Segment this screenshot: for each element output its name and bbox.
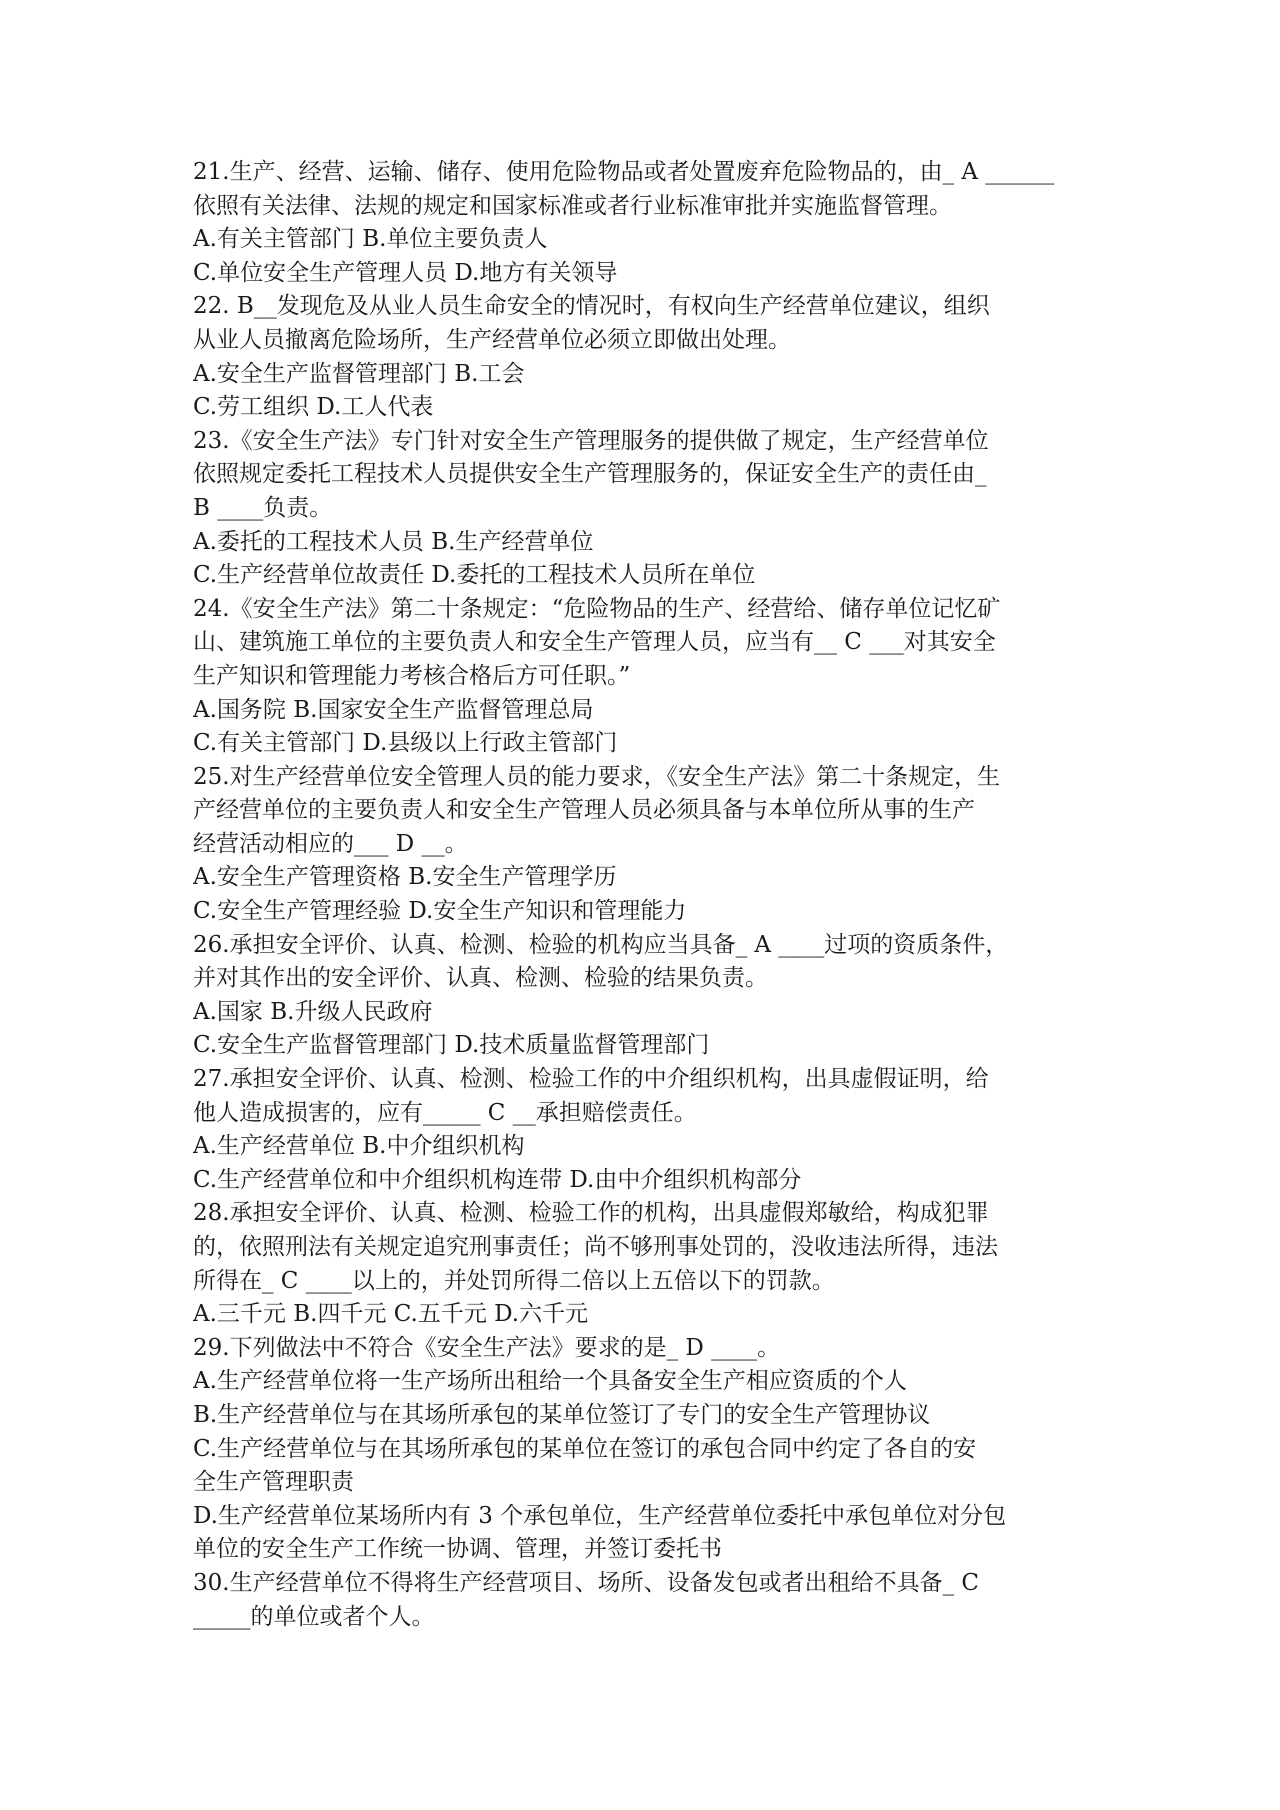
q29-option-a: A.生产经营单位将一生产场所出租给一个具备安全生产相应资质的个人	[193, 1368, 907, 1395]
q24-options-cd: C.有关主管部门 D.县级以上行政主管部门	[193, 730, 618, 757]
q25-line-1: 25.对生产经营单位安全管理人员的能力要求，《安全生产法》第二十条规定，生	[193, 763, 1001, 790]
q28-line-2: 的，依照刑法有关规定追究刑事责任；尚不够刑事处罚的，没收违法所得，违法	[193, 1234, 998, 1260]
q21-options-ab: A.有关主管部门 B.单位主要负责人	[193, 226, 548, 253]
q28-options: A.三千元 B.四千元 C.五千元 D.六千元	[193, 1301, 589, 1328]
q29-line-1: 29.下列做法中不符合《安全生产法》要求的是_ D ____。	[193, 1334, 781, 1361]
q21-line-2: 依照有关法律、法规的规定和国家标准或者行业标准审批并实施监督管理。	[193, 192, 952, 219]
question-text-block	[193, 156, 1099, 1634]
q27-options-ab: A.生产经营单位 B.中介组织机构	[193, 1133, 525, 1160]
q27-options-cd: C.生产经营单位和中介组织机构连带 D.由中介组织机构部分	[193, 1166, 802, 1193]
q29-option-d-line-1: D.生产经营单位某场所内有 3 个承包单位，生产经营单位委托中承包单位对分包	[193, 1502, 1007, 1529]
q21-line-1: 21.生产、经营、运输、储存、使用危险物品或者处置废弃危险物品的，由_ A ______	[193, 159, 1055, 185]
q26-line-2: 并对其作出的安全评价、认真、检测、检验的结果负责。	[193, 965, 768, 992]
q22-line-2: 从业人员撤离危险场所，生产经营单位必须立即做出处理。	[193, 326, 791, 353]
q28-line-3: 所得在_ C ____以上的，并处罚所得二倍以上五倍以下的罚款。	[193, 1267, 835, 1294]
q27-line-2: 他人造成损害的，应有_____ C __承担赔偿责任。	[193, 1099, 697, 1126]
q24-options-ab: A.国务院 B.国家安全生产监督管理总局	[193, 696, 594, 723]
q26-options-cd: C.安全生产监督管理部门 D.技术质量监督管理部门	[193, 1032, 710, 1059]
q30-line-2: _____的单位或者个人。	[193, 1603, 435, 1630]
q21-options-cd: C.单位安全生产管理人员 D.地方有关领导	[193, 259, 618, 286]
q22-options-ab: A.安全生产监督管理部门 B.工会	[193, 360, 525, 387]
q26-line-1: 26.承担安全评价、认真、检测、检验的机构应当具备_ A ____过项的资质条件，	[193, 931, 1009, 958]
q24-line-3: 生产知识和管理能力考核合格后方可任职。”	[193, 662, 631, 689]
q25-line-3: 经营活动相应的___ D __。	[193, 830, 468, 857]
q27-line-1: 27.承担安全评价、认真、检测、检验工作的中介组织机构，出具虚假证明，给	[193, 1066, 989, 1093]
q29-option-c-line-2: 全生产管理职责	[193, 1469, 354, 1496]
q29-option-d-line-2: 单位的安全生产工作统一协调、管理，并签订委托书	[193, 1536, 722, 1563]
q30-line-1: 30.生产经营单位不得将生产经营项目、场所、设备发包或者出租给不具备_ C	[193, 1569, 979, 1596]
q24-line-2: 山、建筑施工单位的主要负责人和安全生产管理人员，应当有__ C ___对其安全	[193, 629, 996, 656]
q23-options-cd: C.生产经营单位故责任 D.委托的工程技术人员所在单位	[193, 562, 756, 589]
q25-options-ab: A.安全生产管理资格 B.安全生产管理学历	[193, 864, 617, 891]
q23-line-3: B ____负责。	[193, 494, 333, 521]
q26-options-ab: A.国家 B.升级人民政府	[193, 998, 433, 1025]
q23-line-2: 依照规定委托工程技术人员提供安全生产管理服务的，保证安全生产的责任由_	[193, 461, 987, 488]
q23-options-ab: A.委托的工程技术人员 B.生产经营单位	[193, 528, 594, 555]
q28-line-1: 28.承担安全评价、认真、检测、检验工作的机构，出具虚假郑敏给，构成犯罪	[193, 1200, 989, 1227]
q25-line-2: 产经营单位的主要负责人和安全生产管理人员必须具备与本单位所从事的生产	[193, 797, 975, 824]
q24-line-1: 24.《安全生产法》第二十条规定：“危险物品的生产、经营给、储存单位记忆矿	[193, 595, 1001, 622]
q22-options-cd: C.劳工组织 D.工人代表	[193, 394, 434, 421]
q22-line-1: 22. B__发现危及从业人员生命安全的情况时，有权向生产经营单位建议，组织	[193, 293, 990, 320]
q25-options-cd: C.安全生产管理经验 D.安全生产知识和管理能力	[193, 898, 687, 925]
q23-line-1: 23.《安全生产法》专门针对安全生产管理服务的提供做了规定，生产经营单位	[193, 427, 989, 454]
q29-option-b: B.生产经营单位与在其场所承包的某单位签订了专门的安全生产管理协议	[193, 1401, 931, 1428]
q29-option-c-line-1: C.生产经营单位与在其场所承包的某单位在签订的承包合同中约定了各自的安	[193, 1435, 977, 1462]
